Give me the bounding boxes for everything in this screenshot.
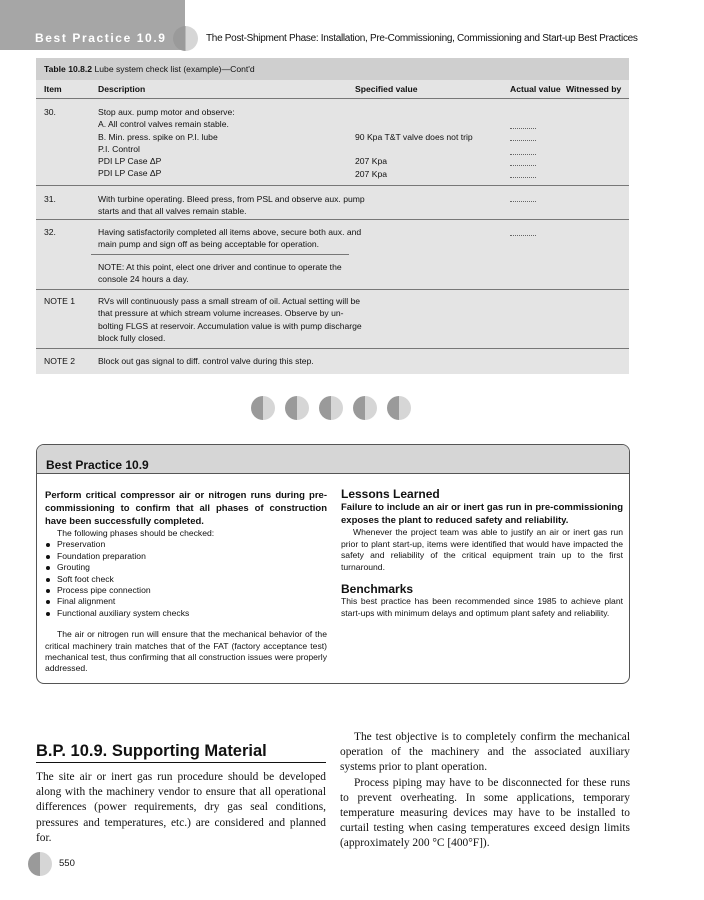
best-practice-title: Best Practice 10.9 [46,458,149,472]
row30-line: B. Min. press. spike on P.I. lube [98,131,218,142]
row30-description [98,106,235,180]
row-rule [36,219,629,220]
row31-description [98,193,365,218]
row30-spec-b: 90 Kpa T&T valve does not trip [355,131,473,142]
page-number: 550 [59,858,75,869]
best-practice-left-column [45,489,327,675]
blank-line [510,128,536,129]
blank-line [510,140,536,141]
inner-rule [91,254,349,255]
list-item: Grouting [45,562,327,573]
row32-note [98,261,342,286]
phases-intro: The following phases should be checked: [57,528,215,538]
list-item: Foundation preparation [45,551,327,562]
row32-description [98,226,361,251]
best-practice-heading-bar [37,445,629,474]
row30-line: P.I. Control [98,143,140,154]
row30-line: PDI LP Case ΔP [98,156,162,167]
row30-item: 30. [44,107,56,117]
row31-item: 31. [44,194,56,204]
col-witnessed-by: Witnessed by [566,84,622,94]
row31-line: With turbine operating. Bleed press, from PSL and observe aux. pump [98,194,365,204]
blank-line [510,177,536,178]
row30-line: A. All control valves remain stable. [98,119,229,130]
blank-line [510,154,536,155]
list-item: Preservation [45,539,327,550]
row-rule [36,185,629,186]
supporting-right-column [340,730,630,852]
ornament-dot [387,396,411,420]
benchmarks-heading: Benchmarks [341,582,414,597]
benchmarks-text: This best practice has been recommended since 1985 to achieve plant start-ups with minimum delays and optimum plant safety and reliability. [341,596,623,618]
supporting-left-paragraph: The site air or inert gas run procedure should be developed along with the machinery vendor to ensure that all operational differences (power requirements, dry gas seal conditions, pressures and temperatures, etc.) are considered and planned for. [36,771,326,844]
note1-line: RVs will continuously pass a small stream of oil. Actual setting will be [98,296,361,306]
row30-line: PDI LP Case ΔP [98,168,162,179]
lessons-bold: Failure to include an air or inert gas run in pre-commissioning exposes the plant to reduced safety and reliability. [341,502,623,526]
supporting-right-paragraph-2: Process piping may have to be disconnected for these runs to prevent overheating. In some applications, temporary temperature measuring devices may have to be installed to curtail testing when casing temperatures exceed design limits (approximately 200 °C [400°F]). [340,776,630,850]
header-title: The Post-Shipment Phase: Installation, Pre-Commissioning, Commissioning and Start-up Best Practices [206,33,638,44]
checklist-table [36,58,629,374]
blank-line [510,235,536,236]
row32-item: 32. [44,227,56,237]
list-item: Functional auxiliary system checks [45,608,327,619]
list-item: Process pipe connection [45,585,327,596]
row30-spec-pdi1: 207 Kpa [355,156,388,167]
row31-line: starts and that all valves remain stable. [98,206,247,217]
header-label: Best Practice 10.9 [35,31,167,45]
row30-line: Stop aux. pump motor and observe: [98,107,235,117]
list-item: Final alignment [45,596,327,607]
lessons-heading: Lessons Learned [341,487,440,501]
list-item: Soft foot check [45,574,327,585]
ornament-dot [251,396,275,420]
table-caption-text: Lube system check list (example)—Cont'd [92,64,255,74]
note1-item: NOTE 1 [44,296,76,306]
ornament-dot [319,396,343,420]
table-header-row [36,80,629,98]
ornament-dot [285,396,309,420]
best-practice-closing: The air or nitrogen run will ensure that the mechanical behavior of the critical machinery train matches that of the FAT (factory acceptance test) mechanical test, thus confirming that all construction issues were properly addressed. [45,629,327,674]
row32-line: Having satisfactorily completed all items above, secure both aux. and [98,227,362,237]
note1-description [98,295,362,344]
best-practice-lead: Perform critical compressor air or nitrogen runs during pre-commissioning to confirm that all phases of construction have been successfully completed. [45,490,327,527]
page-number-ornament [28,852,52,876]
note2-description: Block out gas signal to diff. control valve during this step. [98,356,314,366]
note1-line: that pressure at which stream volume increases. Observe by un- [98,308,344,319]
col-description: Description [98,84,146,94]
row30-spec-pdi2: 207 Kpa [355,168,388,179]
blank-line [510,165,536,166]
row32-line: main pump and sign off as being acceptable for operation. [98,239,320,250]
row-rule [36,289,629,290]
row-rule [36,348,629,349]
blank-line [510,201,536,202]
section-title: B.P. 10.9. Supporting Material [36,742,267,760]
ornament-dot [353,396,377,420]
phases-list [45,539,327,619]
note2-item: NOTE 2 [44,356,76,366]
note1-line: block fully closed. [98,332,166,343]
header-circle-ornament [173,26,198,51]
row32-note-line: console 24 hours a day. [98,274,189,285]
table-caption-id: Table 10.8.2 [44,64,93,74]
col-specified-value: Specified value [355,84,418,94]
header-rule [36,98,629,99]
col-actual-value: Actual value [510,84,561,94]
section-title-rule [36,762,326,763]
row32-note-line: NOTE: At this point, elect one driver and continue to operate the [98,262,342,272]
table-caption [36,58,629,80]
best-practice-right-column [341,487,623,620]
note1-line: bolting FLGS at reservoir. Accumulation value is with pump discharge [98,320,362,331]
best-practice-box [36,444,630,684]
col-item: Item [44,84,62,94]
lessons-text: Whenever the project team was able to justify an air or inert gas run prior to plant start-up, items were identified that would have impacted the safety and reliability of the critical equipment train up to the first turnaround. [341,527,623,572]
supporting-right-paragraph-1: The test objective is to completely confirm the mechanical operation of the machinery and the associated auxiliary systems prior to plant operation. [340,731,630,774]
